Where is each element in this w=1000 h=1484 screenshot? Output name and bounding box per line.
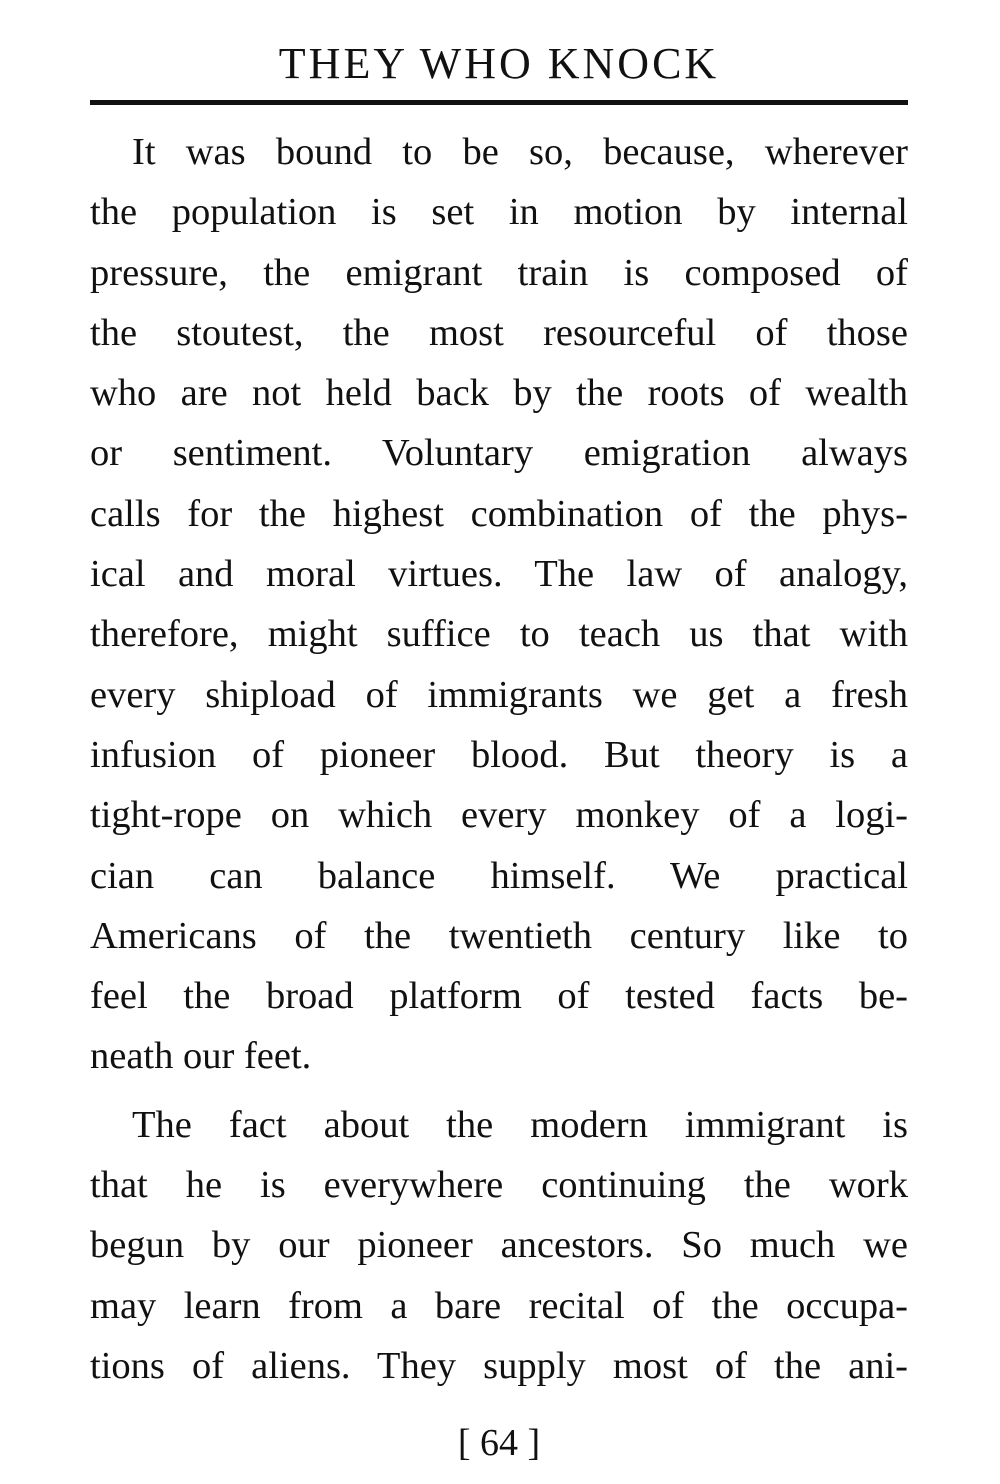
header-rule <box>90 100 908 105</box>
text-line: therefore, might suffice to teach us that with <box>90 613 908 656</box>
text-line: feel the broad platform of tested facts be- <box>90 975 908 1018</box>
running-head-title: THEY WHO KNOCK <box>278 39 720 88</box>
text-line: tight-rope on which every monkey of a logi- <box>90 794 908 837</box>
text-line: the population is set in motion by internal <box>90 191 908 234</box>
text-line: infusion of pioneer blood. But theory is a <box>90 733 908 776</box>
paragraph-gap <box>90 1087 908 1095</box>
text-line: cian can balance himself. We practical <box>90 854 908 897</box>
page-number: [ 64 ] <box>457 1422 541 1464</box>
text-line: tions of aliens. They supply most of the ani- <box>90 1344 908 1387</box>
body-text <box>90 122 908 1396</box>
text-line: who are not held back by the roots of wealth <box>90 372 908 415</box>
text-line: pressure, the emigrant train is composed of <box>90 251 908 294</box>
paragraph-2 <box>90 1095 908 1396</box>
text-line: neath our feet. <box>90 1035 312 1078</box>
text-line: or sentiment. Voluntary emigration always <box>90 432 908 475</box>
text-line: begun by our pioneer ancestors. So much we <box>90 1224 908 1267</box>
text-line: calls for the highest combination of the phys- <box>90 492 908 535</box>
text-line: the stoutest, the most resourceful of those <box>90 311 908 354</box>
text-line: every shipload of immigrants we get a fresh <box>90 673 908 716</box>
text-line: ical and moral virtues. The law of analogy, <box>90 553 908 596</box>
text-line: Americans of the twentieth century like to <box>90 914 908 957</box>
text-line: The fact about the modern immigrant is <box>132 1103 908 1146</box>
paragraph-1 <box>90 122 908 1087</box>
text-line: may learn from a bare recital of the occupa- <box>90 1284 908 1327</box>
text-line: It was bound to be so, because, wherever <box>132 131 908 173</box>
text-line: that he is everywhere continuing the work <box>90 1164 908 1207</box>
